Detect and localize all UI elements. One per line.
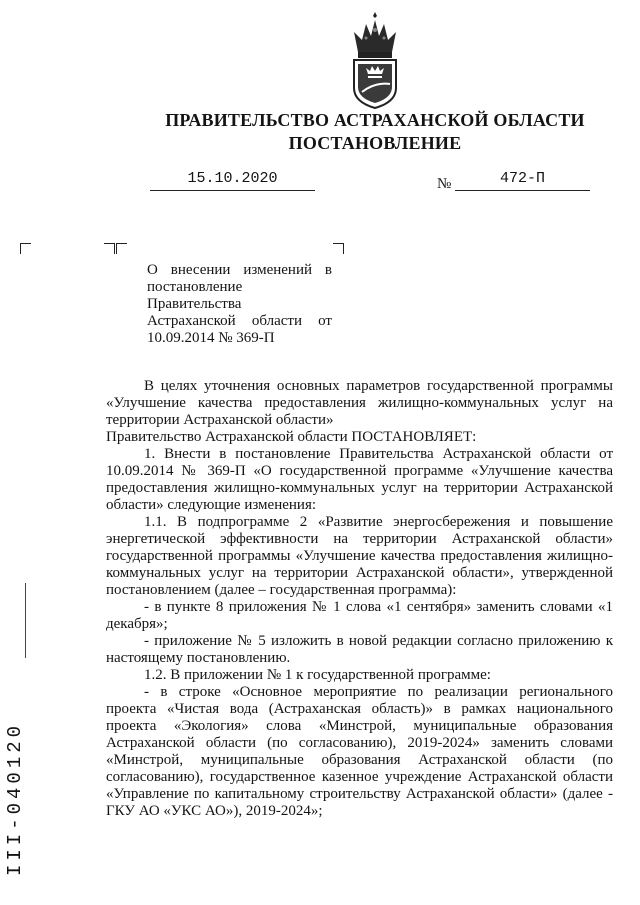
paragraph-change-2: - приложение № 5 изложить в новой редакции согласно приложению к настоящему постановлению. [106, 633, 613, 666]
margin-stamp [4, 700, 30, 880]
paragraph-preamble: В целях уточнения основных параметров государственной программы «Улучшение качества предоставления жилищно-коммунальных услуг на территории Астраханской области» [106, 378, 613, 428]
corner-mark-right [333, 243, 344, 254]
corner-mark-mid-right [116, 243, 127, 254]
margin-line [25, 583, 26, 658]
coat-of-arms-emblem [344, 10, 406, 110]
paragraph-item-1-2: 1.2. В приложении № 1 к государственной программе: [144, 667, 491, 683]
date-underline [150, 190, 315, 191]
paragraph-item-1-1: 1.1. В подпрограмме 2 «Развитие энергосбережения и повышение энергетической эффективности на территории Астраханской области» государственной программы «Улучшение качества предоставления жилищно-коммунальных услуг на территории Астраханской области», утвержденной постановлением (далее – государственная программа): [106, 514, 613, 598]
number-underline [455, 190, 590, 191]
document-subject: О внесении изменений в постановление Правительства Астраханской области от 10.09.2014 № 369-П [147, 262, 332, 346]
number-sign: № [437, 176, 452, 192]
document-type: ПОСТАНОВЛЕНИЕ [288, 133, 462, 153]
corner-mark-left [20, 243, 31, 254]
government-title: ПРАВИТЕЛЬСТВО АСТРАХАНСКОЙ ОБЛАСТИ [165, 110, 585, 130]
stamp-number: III-040120 [4, 721, 26, 876]
corner-mark-mid-left [104, 243, 115, 254]
document-body [106, 378, 613, 820]
paragraph-item-1: 1. Внести в постановление Правительства Астраханской области от 10.09.2014 № 369-П «О государственной программе «Улучшение качества предоставления жилищно-коммунальных услуг на территории Астраханской области» следующие изменения: [106, 446, 613, 513]
document-number: 472-П [499, 170, 545, 187]
paragraph-change-3: - в строке «Основное мероприятие по реализации регионального проекта «Чистая вода (Астраханская область)» в рамках национального проекта «Экология» слова «Минстрой, муниципальные образования Астраханской области (по согласованию), 2019-2024» заменить словами «Минстрой, муниципальные образования Астраханской области (по согласованию), государственное казенное учреждение Астраханской области «Управление по капитальному строительству Астраханской области» (далее - ГКУ АО «УКС АО»), 2019-2024»; [106, 684, 613, 819]
document-date: 15.10.2020 [187, 170, 278, 187]
paragraph-resolves: Правительство Астраханской области ПОСТАНОВЛЯЕТ: [106, 429, 477, 445]
paragraph-change-1: - в пункте 8 приложения № 1 слова «1 сентября» заменить словами «1 декабря»; [106, 599, 613, 632]
